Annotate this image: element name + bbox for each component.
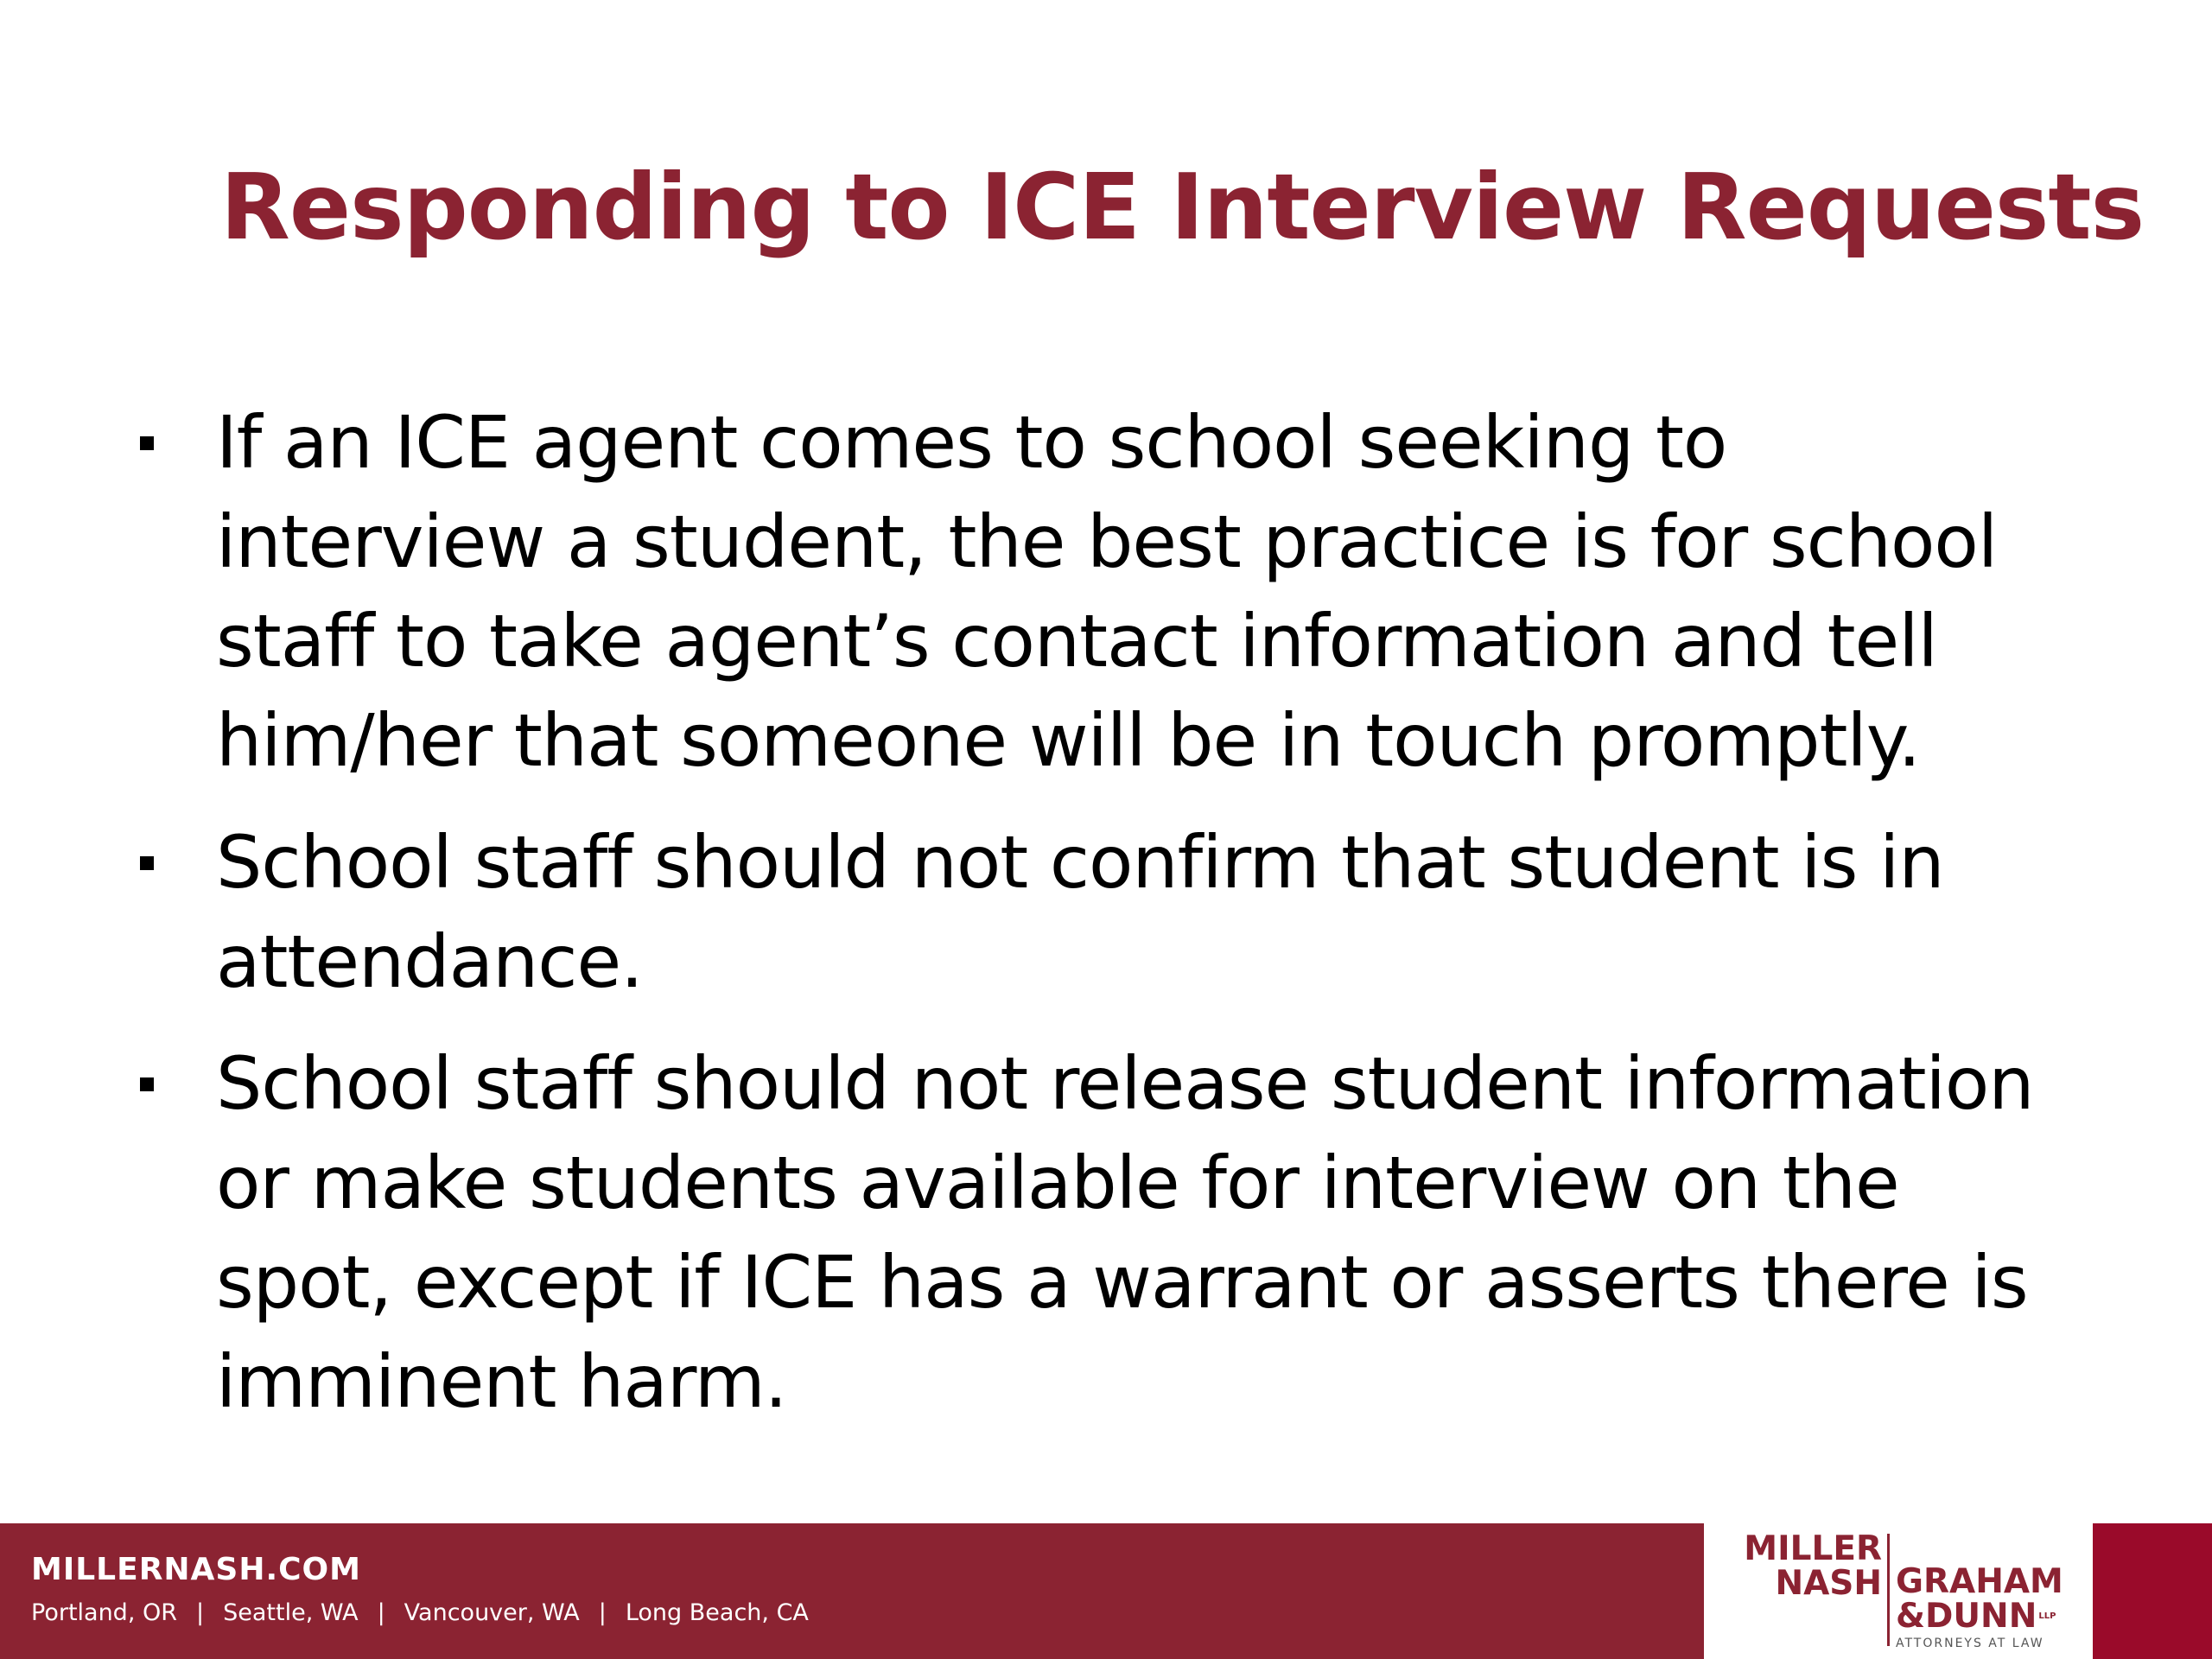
office-long-beach: Long Beach, CA [625,1599,809,1626]
slide-title: Responding to ICE Interview Requests [220,155,2145,260]
bullet-list [130,393,2117,1454]
logo-line-miller: MILLER [1744,1529,1882,1568]
square-bullet-icon [130,813,216,912]
bullet-text: If an ICE agent comes to school seeking to interview a student, the best practice is for school staff to take agent’s contact information and tell him/her that someone will be in touch promptly. [216,400,1998,783]
logo-graham-dunn [1896,1562,2063,1636]
bullet-item [130,393,2117,791]
bullet-item [130,1034,2117,1432]
logo-tagline: ATTORNEYS AT LAW [1896,1637,2044,1650]
office-portland: Portland, OR [31,1599,178,1626]
footer-offices [31,1599,809,1626]
logo-divider [1887,1534,1890,1646]
logo-line-dunn: &DUNN [1896,1597,2037,1636]
footer-accent-bar [2093,1523,2212,1659]
footer-website: MILLERNASH.COM [31,1552,361,1587]
office-separator: | [377,1599,385,1626]
logo-llp: LLP [2038,1611,2056,1621]
square-bullet-icon [130,1034,216,1134]
firm-logo [1704,1523,2093,1659]
square-bullet-icon [130,393,216,493]
office-separator: | [196,1599,205,1626]
logo-line-graham: GRAHAM [1896,1562,2063,1601]
bullet-text: School staff should not release student information or make students available for interview on the spot, except if ICE has a warrant or asserts there is imminent harm. [216,1041,2034,1424]
bullet-text: School staff should not confirm that student is in attendance. [216,820,1944,1004]
logo-line-nash: NASH [1775,1564,1882,1603]
office-separator: | [598,1599,607,1626]
bullet-item [130,813,2117,1012]
office-vancouver: Vancouver, WA [404,1599,580,1626]
logo-miller-nash [1744,1529,1882,1603]
office-seattle: Seattle, WA [223,1599,359,1626]
logo-line-dunn-wrap [1896,1599,2063,1634]
